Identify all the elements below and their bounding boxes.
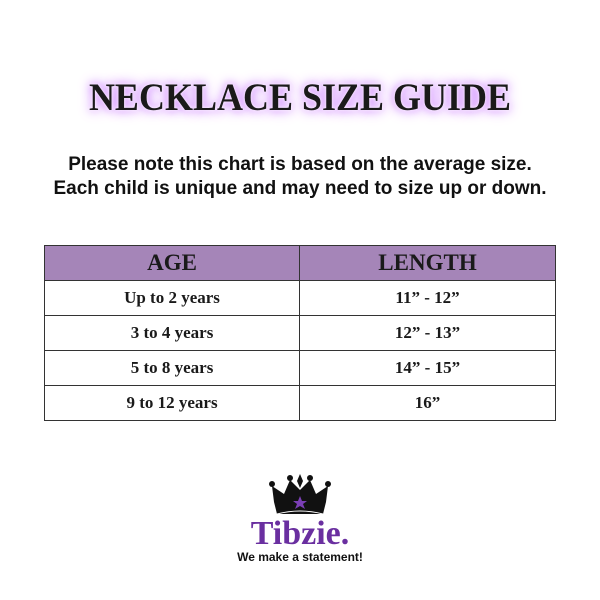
cell-age: 3 to 4 years [45,316,300,351]
cell-age: Up to 2 years [45,281,300,316]
table-row [45,351,556,386]
table-row [45,281,556,316]
cell-length: 12” - 13” [300,316,556,351]
note-line-1: Please note this chart is based on the average size. [68,154,532,175]
brand-name: Tibzie. [250,515,350,552]
size-table [44,245,556,421]
cell-age: 5 to 8 years [45,351,300,386]
header-length: LENGTH [300,246,556,281]
brand-logo [0,472,600,564]
brand-tagline: We make a statement! [237,550,363,564]
table-header-row [45,246,556,281]
note-line-2: Each child is unique and may need to size up or down. [53,178,547,199]
crown-icon [268,472,332,518]
cell-age: 9 to 12 years [45,386,300,421]
cell-length: 16” [300,386,556,421]
header-age: AGE [45,246,300,281]
cell-length: 14” - 15” [300,351,556,386]
cell-length: 11” - 12” [300,281,556,316]
size-note [0,153,600,201]
page-title: NECKLACE SIZE GUIDE [88,75,512,119]
table-row [45,316,556,351]
table-row [45,386,556,421]
